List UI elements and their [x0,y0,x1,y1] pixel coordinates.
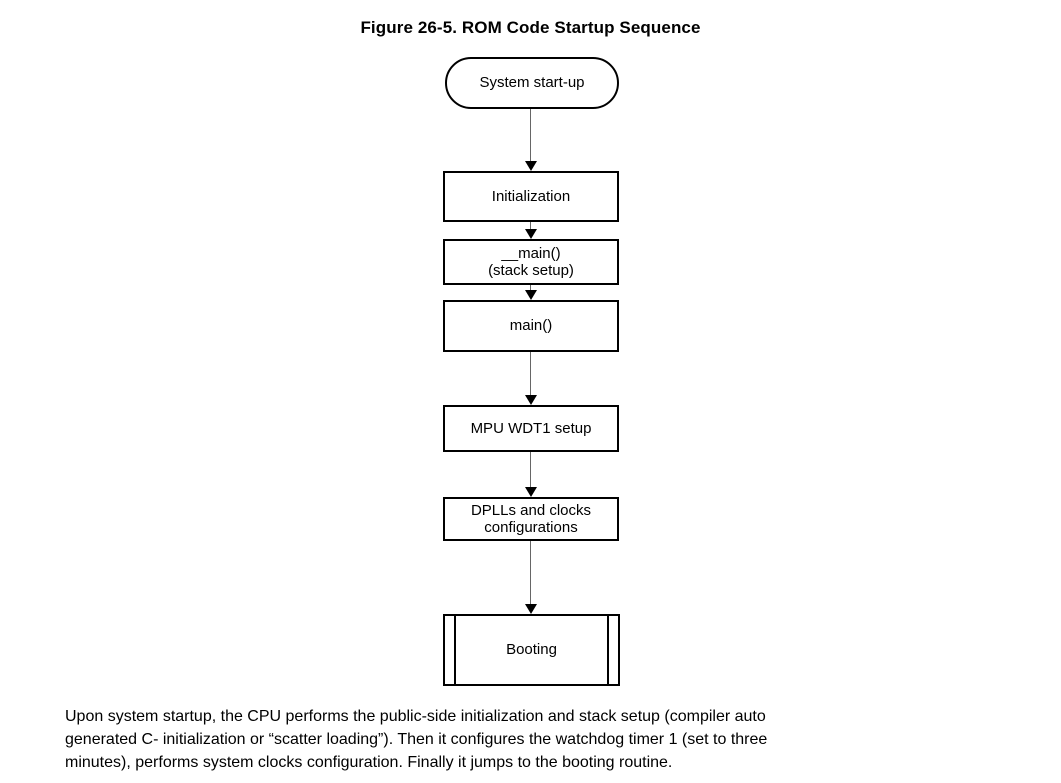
caption-paragraph [65,705,767,774]
node-label: (stack setup) [488,262,574,279]
flowchart-node-dplls-clocks [443,497,619,541]
arrowhead-down-icon [525,161,537,171]
node-label: main() [509,317,553,334]
arrowhead-down-icon [525,229,537,239]
arrowhead-down-icon [525,395,537,405]
caption-line: generated C- initialization or “scatter loading”). Then it configures the watchdog timer 1 (set to three [65,731,768,748]
flowchart-node-main [443,300,619,352]
arrowhead-down-icon [525,487,537,497]
flowchart-node-booting [443,614,620,686]
predefined-process-right-bar [607,616,609,684]
node-label: Initialization [491,187,571,205]
arrow-main-to-mpu-wdt1-setup [525,352,537,405]
arrowhead-down-icon [525,604,537,614]
arrow-system-startup-to-initialization [525,109,537,171]
node-label: Booting [506,641,557,658]
node-label: System start-up [479,74,585,91]
arrowhead-down-icon [525,290,537,300]
figure-title: Figure 26-5. ROM Code Startup Sequence [360,18,701,37]
node-label: configurations [484,519,578,536]
arrow-main-stack-setup-to-main [525,285,537,300]
arrow-stem [530,109,531,161]
arrow-stem [530,222,531,229]
flowchart-node-initialization [443,171,619,222]
flowchart-node-system-startup [445,57,619,109]
arrow-initialization-to-main-stack-setup [525,222,537,239]
caption-line: minutes), performs system clocks configuration. Finally it jumps to the booting routine. [65,754,673,771]
arrow-stem [530,541,531,604]
flowchart-node-mpu-wdt1-setup [443,405,619,452]
flowchart-node-main-stack-setup [443,239,619,285]
caption-line: Upon system startup, the CPU performs the public-side initialization and stack setup (compiler auto [65,708,766,725]
arrow-dplls-clocks-to-booting [525,541,537,614]
node-label: DPLLs and clocks [470,502,592,519]
arrow-stem [530,452,531,487]
node-label: MPU WDT1 setup [470,419,592,437]
arrow-mpu-wdt1-setup-to-dplls-clocks [525,452,537,497]
node-label: __main() [501,245,561,262]
arrow-stem [530,352,531,395]
predefined-process-left-bar [454,616,456,684]
